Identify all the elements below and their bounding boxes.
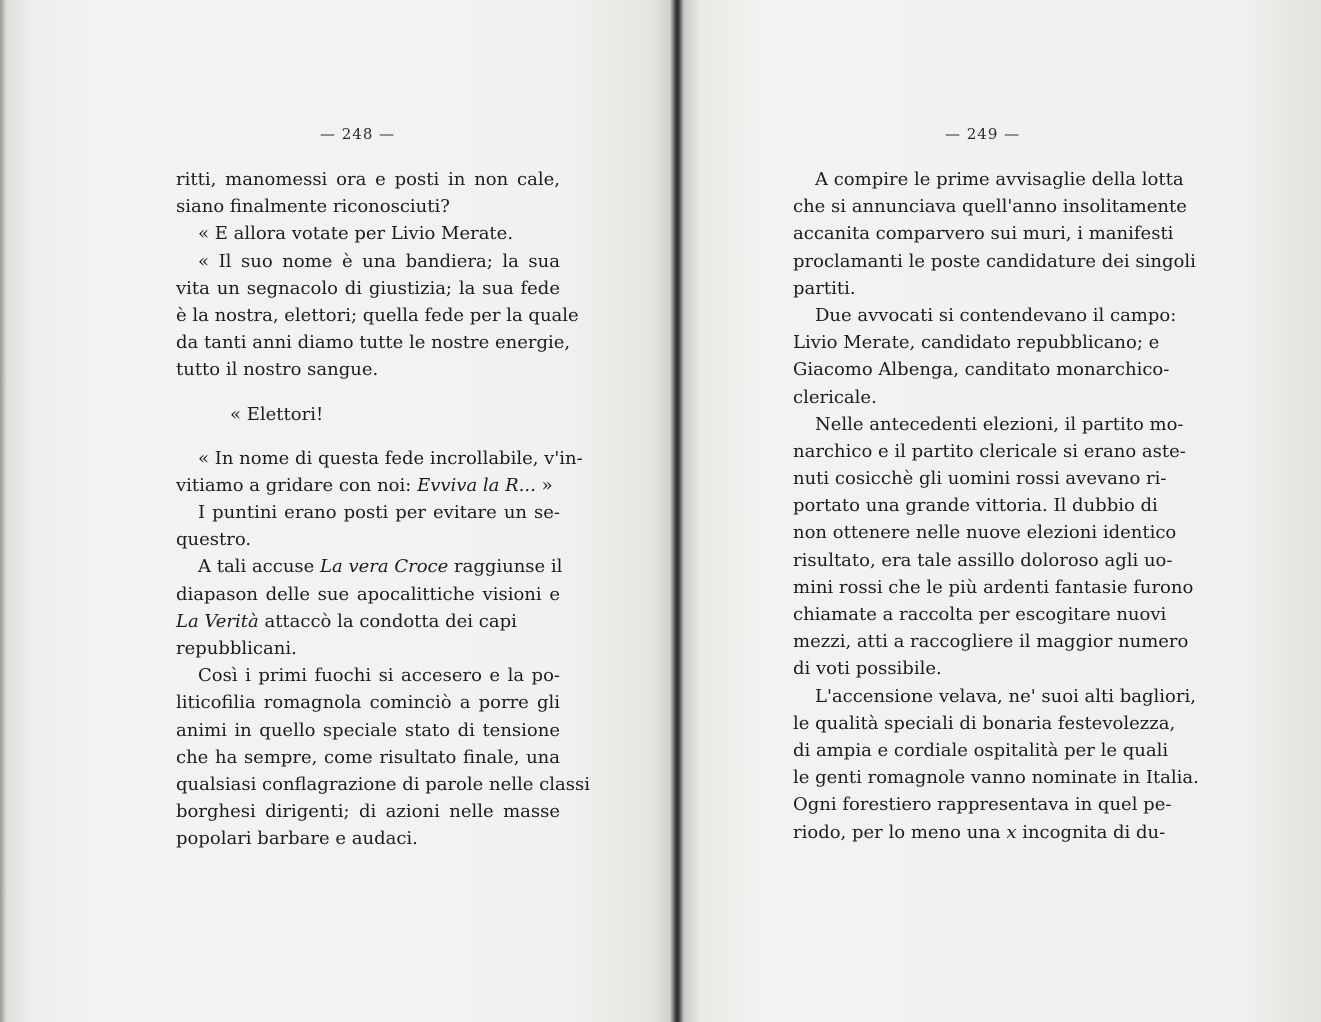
text-line: « Elettori! [230,403,324,425]
text-line: repubblicani. [176,638,297,659]
text-line: di voti possibile. [793,658,942,680]
text-line: qualsiasi conflagrazione di parole nelle classi [176,773,590,795]
text-line: ritti, manomessi ora e posti in non cale, [176,169,560,190]
text-line: tutto il nostro sangue. [176,359,379,381]
text-line: accanita comparvero sui muri, i manifesti [793,223,1174,245]
text-line: L'accensione velava, ne' suoi alti bagliori, [815,685,1196,707]
text-line: narchico e il partito clericale si erano aste- [793,440,1186,462]
text-line: è la nostra, elettori; quella fede per la quale [176,304,579,326]
text-line: Due avvocati si contendevano il campo: [815,304,1177,326]
text-line: clericale. [793,386,877,408]
text-line: Livio Merate, candidato repubblicano; e [793,332,1160,354]
text-line: Così i primi fuochi si accesero e la po- [198,665,560,687]
text-line: Giacomo Albenga, canditato monarchico- [793,359,1170,381]
text-line: vita un segnacolo di giustizia; la sua fede [176,277,560,299]
text-line: proclamanti le poste candidature dei singoli [793,250,1196,272]
text-line: A compire le prime avvisaglie della lotta [815,169,1184,190]
text-line: di ampia e cordiale ospitalità per le quali [793,739,1169,761]
text-line: A tali accuse La vera Croce raggiunse il [198,556,563,578]
text-line: questro. [176,529,252,551]
text-line: Nelle antecedenti elezioni, il partito mo- [815,413,1184,435]
text-line: che si annunciava quell'anno insolitamente [793,196,1187,218]
page-number-249: — 249 — [945,125,1021,143]
text-line: diapason delle sue apocalittiche visioni e [176,583,560,605]
text-line: mini rossi che le più ardenti fantasie furono [793,576,1194,598]
text-line: vitiamo a gridare con noi: Evviva la R... » [176,474,553,496]
text-line: animi in quello speciale stato di tensione [176,719,560,741]
page-number-248: — 248 — [320,125,396,143]
text-line: « In nome di questa fede incrollabile, v'in- [198,447,583,469]
text-line: siano finalmente riconosciuti? [176,196,450,218]
text-line: chiamate a raccolta per escogitare nuovi [793,604,1167,625]
text-line: Ogni forestiero rappresentava in quel pe- [793,794,1172,816]
text-line: I puntini erano posti per evitare un se- [198,502,560,524]
text-line: borghesi dirigenti; di azioni nelle masse [176,801,560,823]
text-line: « E allora votate per Livio Merate. [198,223,514,245]
text-line: portato una grande vittoria. Il dubbio di [793,495,1158,517]
right-page-text [793,166,1199,846]
text-line: risultato, era tale assillo doloroso agli uo- [793,549,1173,571]
text-line: riodo, per lo meno una x incognita di du- [793,821,1166,843]
text-line: popolari barbare e audaci. [176,828,418,850]
left-page-text [176,166,590,853]
text-line: le qualità speciali di bonaria festevolezza, [793,712,1176,734]
text-line: nuti cosicchè gli uomini rossi avevano ri- [793,468,1167,490]
text-line: mezzi, atti a raccogliere il maggior numero [793,631,1189,653]
text-line: partiti. [793,277,856,299]
right-page [680,0,1321,1022]
text-line: liticofilia romagnola cominciò a porre gli [176,692,560,714]
text-line: non ottenere nelle nuove elezioni identico [793,522,1177,544]
text-line: che ha sempre, come risultato finale, una [176,746,560,768]
text-line: « Il suo nome è una bandiera; la sua [198,250,560,272]
text-line: le genti romagnole vanno nominate in Italia. [793,767,1199,789]
text-line: da tanti anni diamo tutte le nostre energie, [176,332,571,354]
text-line: La Verità attaccò la condotta dei capi [176,610,517,632]
